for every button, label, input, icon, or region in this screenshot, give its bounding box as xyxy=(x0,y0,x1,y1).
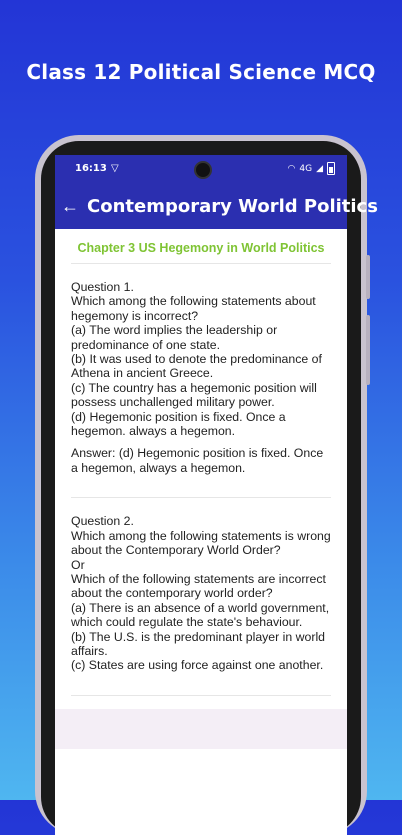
front-camera-icon xyxy=(194,161,212,179)
phone-screen xyxy=(55,155,378,835)
system-icons xyxy=(288,162,335,175)
question-alt-text: Which of the following statements are incorrect about the contemporary world order? xyxy=(71,571,326,601)
phone-frame xyxy=(35,135,378,835)
question-text: Which among the following statements about hegemony is incorrect? xyxy=(71,294,316,323)
mcq-content[interactable] xyxy=(55,229,347,749)
option-b: (b) The U.S. is the predominant player in world affairs. xyxy=(71,629,326,658)
back-arrow-icon[interactable]: ← xyxy=(61,195,79,216)
question-card xyxy=(71,497,331,694)
question-number: Question 1. xyxy=(71,280,134,294)
chapter-title: Chapter 3 US Hegemony in World Politics xyxy=(77,241,325,255)
option-c: (c) The country has a hegemonic position will possess unchallenged military power. xyxy=(71,380,317,410)
option-a: (a) There is an absence of a world government, which could regulate the state's behaviour. xyxy=(71,600,330,630)
volume-button xyxy=(366,255,370,299)
question-card xyxy=(71,263,331,497)
status-time: 16:13 xyxy=(75,163,107,174)
answer-text: Answer: (d) Hegemonic position is fixed. Once a hegemon, always a hegemon. xyxy=(71,446,324,475)
power-button xyxy=(366,315,370,385)
signal-icon: ◢ xyxy=(316,163,323,174)
wifi-icon: ◠ xyxy=(287,163,296,174)
status-bar xyxy=(55,155,347,183)
app-bar-title: Contemporary World Politics xyxy=(87,195,378,217)
shield-icon: ▽ xyxy=(111,163,119,174)
option-a: (a) The word implies the leadership or predominance of one state. xyxy=(71,323,278,352)
option-d: (d) Hegemonic position is fixed. Once a hegemon. always a hegemon. xyxy=(71,409,286,439)
option-b: (b) It was used to denote the predominance of Athena in ancient Greece. xyxy=(71,352,322,381)
battery-icon xyxy=(327,162,335,175)
question-number: Question 2. xyxy=(71,514,134,529)
network-label: 4G xyxy=(299,163,313,174)
promo-title: Class 12 Political Science MCQ xyxy=(26,60,376,84)
bottom-overlay xyxy=(55,709,347,749)
question-text: Which among the following statements is wrong about the Contemporary World Order? xyxy=(71,528,331,558)
or-label: Or xyxy=(71,557,85,572)
option-c: (c) States are using force against one another. xyxy=(71,658,324,673)
app-bar xyxy=(55,183,378,229)
